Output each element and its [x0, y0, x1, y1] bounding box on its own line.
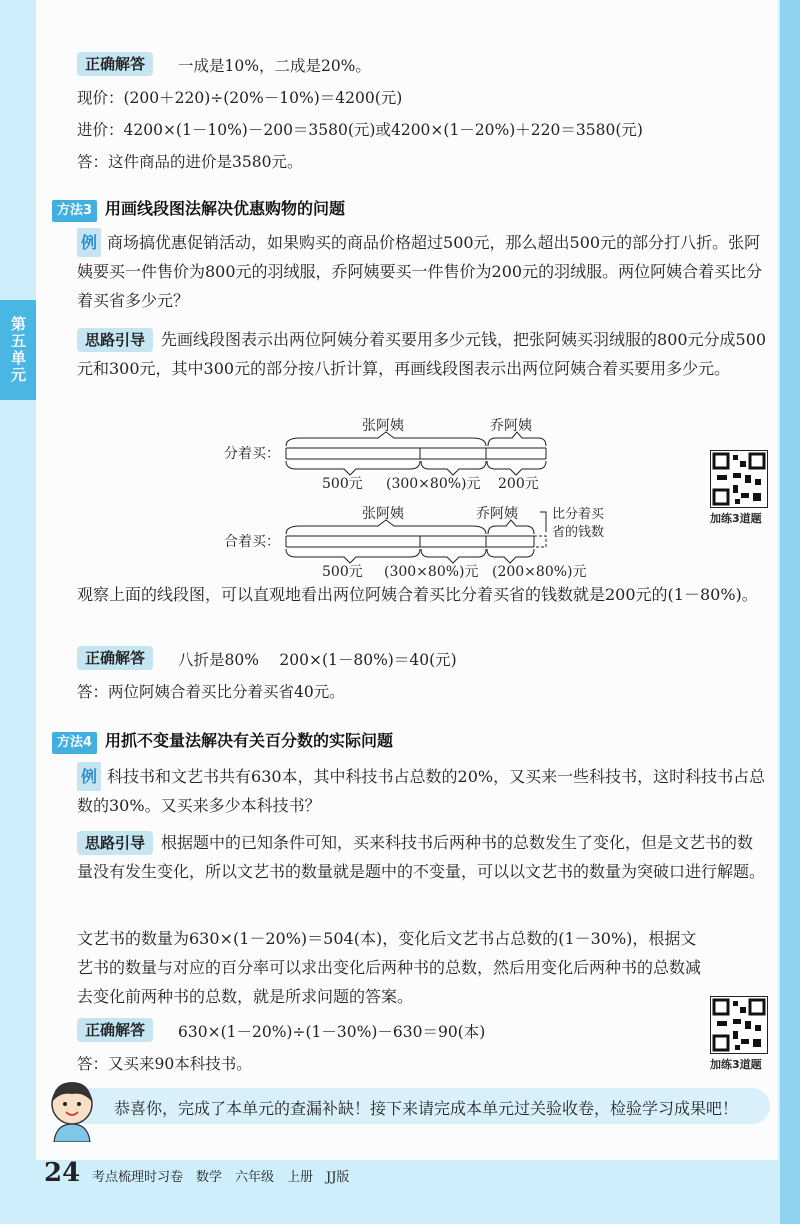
row2-top-qiao: 乔阿姨 [476, 506, 518, 522]
row1-label: 分着买： [224, 446, 280, 462]
row1-top-qiao: 乔阿姨 [490, 418, 532, 434]
row1-top-zhang: 张阿姨 [362, 418, 404, 434]
row2-brace-b1 [286, 549, 420, 563]
row2-bar [286, 536, 534, 547]
answer-line-m4: 630×(1－20%)÷(1－30%)－630＝90(本) [178, 1023, 486, 1041]
save-note-2: 省的钱数 [552, 525, 605, 540]
example-text: 商场搞优惠促销活动，如果购买的商品价格超过500元，那么超出500元的部分打八折。张阿姨要买一件售价为800元的羽绒服，乔阿姨要买一件售价为200元的羽绒服。两位阿姨合着买比分着买省多少元？ [77, 233, 763, 310]
row1-brace-b2 [421, 461, 486, 475]
method4-hint [77, 828, 767, 886]
row1-bar [286, 448, 546, 459]
row1-brace-top-qiao [488, 432, 546, 446]
hint-text: 先画线段图表示出两位阿姨分着买要用多少元钱，把张阿姨买羽绒服的800元分成500元和300元，其中300元的部分按八折计算，再画线段图表示出两位阿姨合着买要用多少元。 [77, 330, 767, 378]
top-conclusion: 答：这件商品的进价是3580元。 [77, 153, 303, 171]
cost-line: 进价：4200×(1－10%)－200＝3580(元)或4200×(1－20%)＋220＝3580(元) [77, 121, 643, 139]
row2-b3: (200×80%)元 [492, 564, 587, 580]
hint-tag-m4: 思路引导 [77, 831, 153, 855]
qr-pattern-icon [711, 451, 767, 507]
row2-brace-b2 [421, 549, 486, 563]
method4-example [77, 762, 767, 820]
row1-b3: 200元 [498, 476, 539, 492]
row2-top-zhang: 张阿姨 [362, 506, 404, 522]
example-tag: 例 [77, 228, 101, 257]
banner-text: 恭喜你，完成了本单元的查漏补缺！接下来请完成本单元过关验收卷，检验学习成果吧！ [114, 1099, 739, 1118]
row2-b2: (300×80%)元 [384, 564, 479, 580]
row1-brace-b1 [286, 461, 420, 475]
row2-b1: 500元 [322, 564, 363, 580]
method3-title: 用画线段图法解决优惠购物的问题 [105, 199, 346, 218]
book-info: 考点梳理时习卷 数学 六年级 上册 JJ版 [92, 1170, 350, 1185]
unit-side-tab: 第五单元 [0, 300, 36, 400]
answer-tag-top: 正确解答 [77, 52, 153, 76]
completion-banner [58, 1088, 770, 1124]
qr-caption-1: 加练3道题 [710, 512, 762, 525]
row1-brace-b3 [487, 461, 546, 475]
qr-code-1[interactable] [710, 450, 768, 508]
row2-label: 合着买： [224, 534, 280, 550]
row1-b2: (300×80%)元 [386, 476, 481, 492]
observe-text: 观察上面的线段图，可以直观地看出两位阿姨合着买比分着买省的钱数就是200元的(1－80%)。 [77, 585, 758, 604]
method4-heading [52, 730, 393, 752]
save-note-1: 比分着买 [552, 507, 605, 522]
method4-title: 用抓不变量法解决有关百分数的实际问题 [105, 731, 394, 750]
page-number: 24 [44, 1158, 81, 1188]
qr-caption-2: 加练3道题 [710, 1058, 762, 1071]
method4-label: 方法4 [52, 732, 97, 754]
hint-text-m4: 根据题中的已知条件可知，买来科技书后两种书的总数发生了变化，但是文艺书的数量没有发生变化，所以文艺书的数量就是题中的不变量，可以以文艺书的数量为突破口进行解题。 [77, 833, 766, 881]
conclusion-m3: 答：两位阿姨合着买比分着买省40元。 [77, 683, 345, 701]
row1-b1: 500元 [322, 476, 363, 492]
row1-brace-top-zhang [286, 432, 486, 446]
answer-tag-m3: 正确解答 [77, 646, 153, 670]
row2-dashed [534, 536, 546, 547]
qr-code-2[interactable] [710, 996, 768, 1054]
qr-pattern-icon [711, 997, 767, 1053]
hint-tag: 思路引导 [77, 328, 153, 352]
detail-text-m4: 文艺书的数量为630×(1－20%)＝504(本)，变化后文艺书占总数的(1－30%)，根据文艺书的数量与对应的百分率可以求出变化后两种书的总数，然后用变化后两种书的总数减去变化前两种书的总数，就是所求问题的答案。 [77, 929, 702, 1006]
answer-line-top: 一成是10%，二成是20%。 [178, 57, 371, 75]
row2-brace-top-zhang [286, 520, 486, 534]
method3-label: 方法3 [52, 200, 97, 222]
student-avatar-icon [40, 1076, 104, 1142]
row2-brace-top-qiao [488, 520, 534, 534]
example-text-m4: 科技书和文艺书共有630本，其中科技书占总数的20%，又买来一些科技书，这时科技书占总数的30%。又买来多少本科技书？ [77, 767, 766, 815]
save-note-bracket [540, 512, 546, 532]
answer-line-m3: 八折是80% 200×(1－80%)＝40(元) [178, 651, 457, 669]
conclusion-m4: 答：又买来90本科技书。 [77, 1055, 252, 1073]
example-tag-m4: 例 [77, 762, 101, 791]
line-segment-diagram [0, 0, 800, 600]
answer-tag-m4: 正确解答 [77, 1018, 153, 1042]
price-line: 现价：(200＋220)÷(20%－10%)＝4200(元) [77, 89, 403, 107]
row2-brace-b3 [487, 549, 534, 563]
